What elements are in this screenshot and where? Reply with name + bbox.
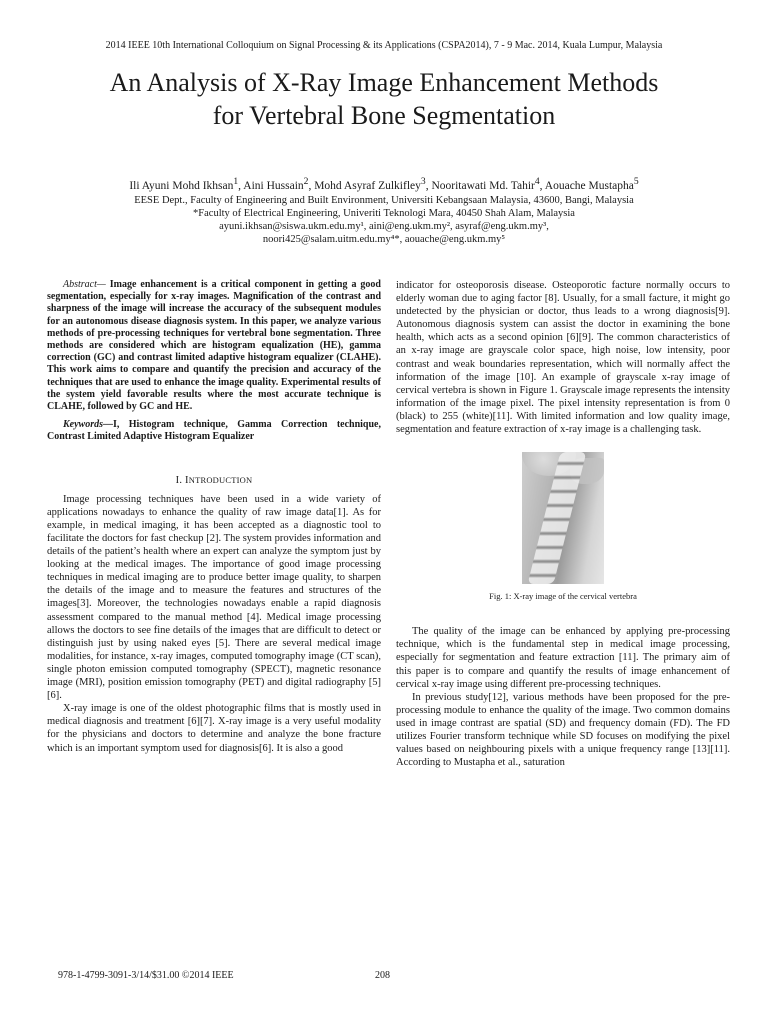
abstract-label: Abstract— (63, 279, 106, 290)
paper-title (20, 66, 748, 132)
author-sup: 5 (633, 176, 639, 187)
title-line-2: for Vertebral Bone Segmentation (212, 101, 556, 130)
author-sup: 4 (534, 176, 540, 187)
affiliation-line: *Faculty of Electrical Engineering, Univeriti Teknologi Mara, 40450 Shah Alam, Malaysia (193, 208, 575, 219)
body-paragraph: Image processing techniques have been used in a wide variety of applications nowadays to enhance the quality of raw image data[1]. As for example, in medical imaging, it has been accepted as a diagnostic tool to facilitate the doctors for fast checkup [2]. The system provides information and details of the patient’s health where an expert can analyze the symptom just by looking at the medical images. The importance of good image processing techniques in medical imaging are to produce better image quality, to sharpen the details of the image and to measure the features and structures of the images[3]. Moreover, the technologies nowadays enable a rapid diagnosis assessment compared to the manual method [4]. Medical image processing allows the doctors to see fine details of the images that are difficult to detect or distinguish just by using naked eyes [5]. There are several medical image modalities, for instance, x-ray images, computed tomography image (CT scan), single photon emission computed tomography (SPECT), magnetic resonance image (MRI), position emission tomography (PET) and digital radiography [5][6]. (47, 493, 381, 702)
abstract-text: Image enhancement is a critical component in getting a good segmentation, especially for x-ray images. Magnification of the contrast and sharpness of the image will increase the accuracy of the subsequent modules for an autonomous disease diagnosis system. In this paper, we analyze various methods of pre-processing techniques for vertebral bone segmentation. Three methods are considered which are histogram equalization (HE), gamma correction (GC) and contrast limited adaptive histogram equalizer (CLAHE). This work aims to compare and quantify the precision and accuracy of the techniques that are used to enhance the image quality. Experimental results of the system yield favorable results where the most accurate technique is CLAHE, followed by GC and HE. (47, 279, 381, 413)
body-paragraph: X-ray image is one of the oldest photographic films that is mostly used in medical diagnosis and treatment [6][7]. X-ray image is a very useful modality for the physicians and doctors to determine and analyze the bone fracture which is an important symptom used for diagnosis[6]. It is also a good (47, 703, 381, 754)
author-list: Ili Ayuni Mohd Ikhsan$^1$, Aini Hussain$^2$, Mohd Asyraf Zulkifley$^3$, Nooritawati Md. Tahir$^4$, Aouache Mustapha$^5$ (129, 176, 639, 192)
keywords-label: Keywords— (63, 419, 113, 431)
body-paragraph: indicator for osteoporosis disease. Osteoporotic facture normally occurs to elderly woman due to aging factor [8]. Usually, for a small facture, it might go undetected by the physician or doctor, thus leads to a wrong diagnosis[9]. Autonomous diagnosis system can assist the doctor in examining the bone health, which acts as a second opinion [6][9]. The common characteristics of an x-ray image are grayscale color space, high noise, low intensity, poor contrast and weak boundaries representation, which will normally affect the information of the image [10]. An example of grayscale x-ray image of cervical vertebra is shown in Figure 1. Grayscale image represents the intensity information of the image pixel. The pixel intensity representation is from 0 (black) to 255 (white)[11]. With limited information and low quality image, segmentation and feature extraction of x-ray image is a challenging task. (396, 280, 730, 436)
title-line-1: An Analysis of X-Ray Image Enhancement Methods (109, 68, 659, 97)
author: Ili Ayuni Mohd Ikhsan (129, 179, 234, 192)
left-column (47, 279, 381, 755)
body-paragraph: In previous study[12], various methods have been proposed for the pre-processing module to enhance the quality of the image. Two common domains used in image contrast are spatial (SD) and frequency domain (FD). The FD utilizes Fourier transform technique while SD focuses on modifying the pixel values based on neighbouring pixels with a unique frequency range [13][11]. According to Mustapha et al., saturation (396, 691, 730, 769)
email-line: ayuni.ikhsan@siswa.ukm.edu.my¹, aini@eng.ukm.my², asyraf@eng.ukm.my³, (219, 221, 549, 232)
keywords-text: I, Histogram technique, Gamma Correction technique, Contrast Limited Adaptive Histogram Equalizer (47, 419, 381, 443)
author-sup: 1 (233, 176, 239, 187)
affiliations (0, 194, 768, 246)
figure-caption: Fig. 1: X-ray image of the cervical vertebra (489, 591, 637, 602)
footer-isbn: 978-1-4799-3091-3/14/$31.00 ©2014 IEEE (58, 970, 234, 981)
conference-header: 2014 IEEE 10th International Colloquium on Signal Processing & its Applications (CSPA2014), 7 - 9 Mac. 2014, Kuala Lumpur, Malaysia (105, 40, 663, 51)
section-number: I. (175, 474, 183, 486)
xray-figure-image (522, 452, 604, 584)
page-number: 208 (375, 970, 390, 981)
author: Aouache Mustapha (544, 179, 634, 192)
affiliation-line: EESE Dept., Faculty of Engineering and Built Environment, Universiti Kebangsaan Malaysia, 43600, Bangi, Malaysia (134, 195, 634, 206)
section-rest: NTRODUCTION (188, 474, 253, 485)
author: Mohd Asyraf Zulkifley (314, 179, 421, 192)
section-first-letter: I (185, 474, 189, 486)
keywords (47, 419, 381, 443)
abstract (47, 279, 381, 413)
right-column (396, 279, 730, 769)
author-sup: 3 (420, 176, 426, 187)
author: Nooritawati Md. Tahir (431, 179, 535, 192)
email-line: noori425@salam.uitm.edu.my⁴*, aouache@eng.ukm.my⁵ (262, 234, 506, 245)
section-heading-introduction (47, 474, 381, 487)
author-sup: 2 (303, 176, 309, 187)
author: Aini Hussain (243, 179, 304, 192)
body-paragraph: The quality of the image can be enhanced by applying pre-processing technique, which is the fundamental step in medical image processing, especially for segmentation and feature extraction [11]. The primary aim of this paper is to compare and quantify the results of image enhancement of cervical x-ray image using different pre-processing techniques. (396, 626, 730, 690)
